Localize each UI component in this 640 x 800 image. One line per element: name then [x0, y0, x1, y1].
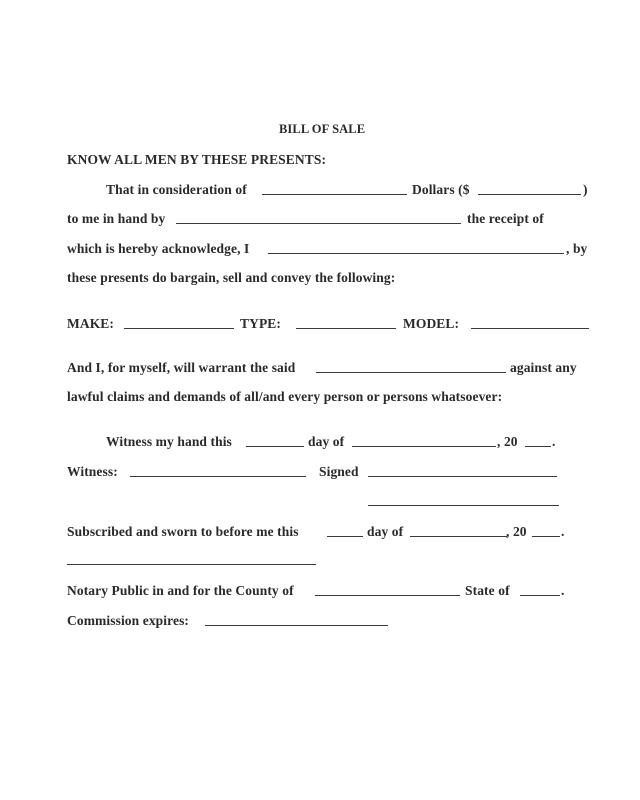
- type-label: TYPE:: [240, 316, 281, 331]
- sworn-month-field[interactable]: [410, 536, 507, 537]
- against-any-label: against any: [510, 360, 577, 375]
- payer-name-field[interactable]: [176, 223, 461, 224]
- witness-day-field[interactable]: [246, 446, 304, 447]
- warrant-item-field[interactable]: [316, 372, 506, 373]
- sworn-year-label: , 20: [506, 524, 527, 539]
- commission-expiry-field[interactable]: [205, 625, 388, 626]
- witness-year-label: , 20: [497, 434, 518, 449]
- seller-signature-field[interactable]: [368, 476, 557, 477]
- state-of-label: State of: [465, 583, 510, 598]
- commission-label: Commission expires:: [67, 613, 190, 628]
- sworn-day-field[interactable]: [327, 536, 363, 537]
- witness-label: Witness:: [67, 464, 118, 479]
- hand-by-label: to me in hand by: [67, 211, 166, 226]
- seller-signature-field-2[interactable]: [368, 505, 559, 506]
- type-field[interactable]: [296, 328, 396, 329]
- sworn-period: .: [561, 524, 565, 539]
- acknowledge-label: which is hereby acknowledge, I: [67, 241, 250, 256]
- state-field[interactable]: [520, 595, 560, 596]
- warrant-label: And I, for myself, will warrant the said: [67, 360, 296, 375]
- lawful-claims-statement: lawful claims and demands of all/and every person or persons whatsoever:: [67, 389, 503, 404]
- make-field[interactable]: [124, 328, 234, 329]
- notary-label: Notary Public in and for the County of: [67, 583, 294, 598]
- receipt-of-label: the receipt of: [467, 211, 544, 226]
- notary-period: .: [561, 583, 565, 598]
- dollars-label: Dollars ($: [412, 182, 470, 197]
- dollars-amount-field[interactable]: [478, 194, 581, 195]
- witness-signature-field[interactable]: [130, 476, 306, 477]
- model-label: MODEL:: [403, 316, 460, 331]
- convey-statement: these presents do bargain, sell and convey the following:: [67, 270, 396, 285]
- sworn-day-of-label: day of: [367, 524, 404, 539]
- seller-name-field[interactable]: [268, 253, 564, 254]
- make-label: MAKE:: [67, 316, 114, 331]
- consideration-label: That in consideration of: [106, 182, 247, 197]
- consideration-amount-field[interactable]: [262, 194, 407, 195]
- signed-label: Signed: [319, 464, 359, 479]
- intro-heading: KNOW ALL MEN BY THESE PRESENTS:: [67, 152, 327, 167]
- close-paren: ): [583, 182, 588, 197]
- witness-month-field[interactable]: [352, 446, 496, 447]
- county-field[interactable]: [315, 595, 460, 596]
- sworn-year-field[interactable]: [532, 536, 560, 537]
- sworn-label: Subscribed and sworn to before me this: [67, 524, 299, 539]
- witness-year-field[interactable]: [525, 446, 551, 447]
- witness-day-of-label: day of: [308, 434, 345, 449]
- by-label: , by: [566, 241, 588, 256]
- document-title: BILL OF SALE: [279, 122, 366, 136]
- witness-period: .: [552, 434, 556, 449]
- model-field[interactable]: [471, 328, 589, 329]
- witness-hand-label: Witness my hand this: [106, 434, 232, 449]
- notary-signature-field[interactable]: [67, 564, 316, 565]
